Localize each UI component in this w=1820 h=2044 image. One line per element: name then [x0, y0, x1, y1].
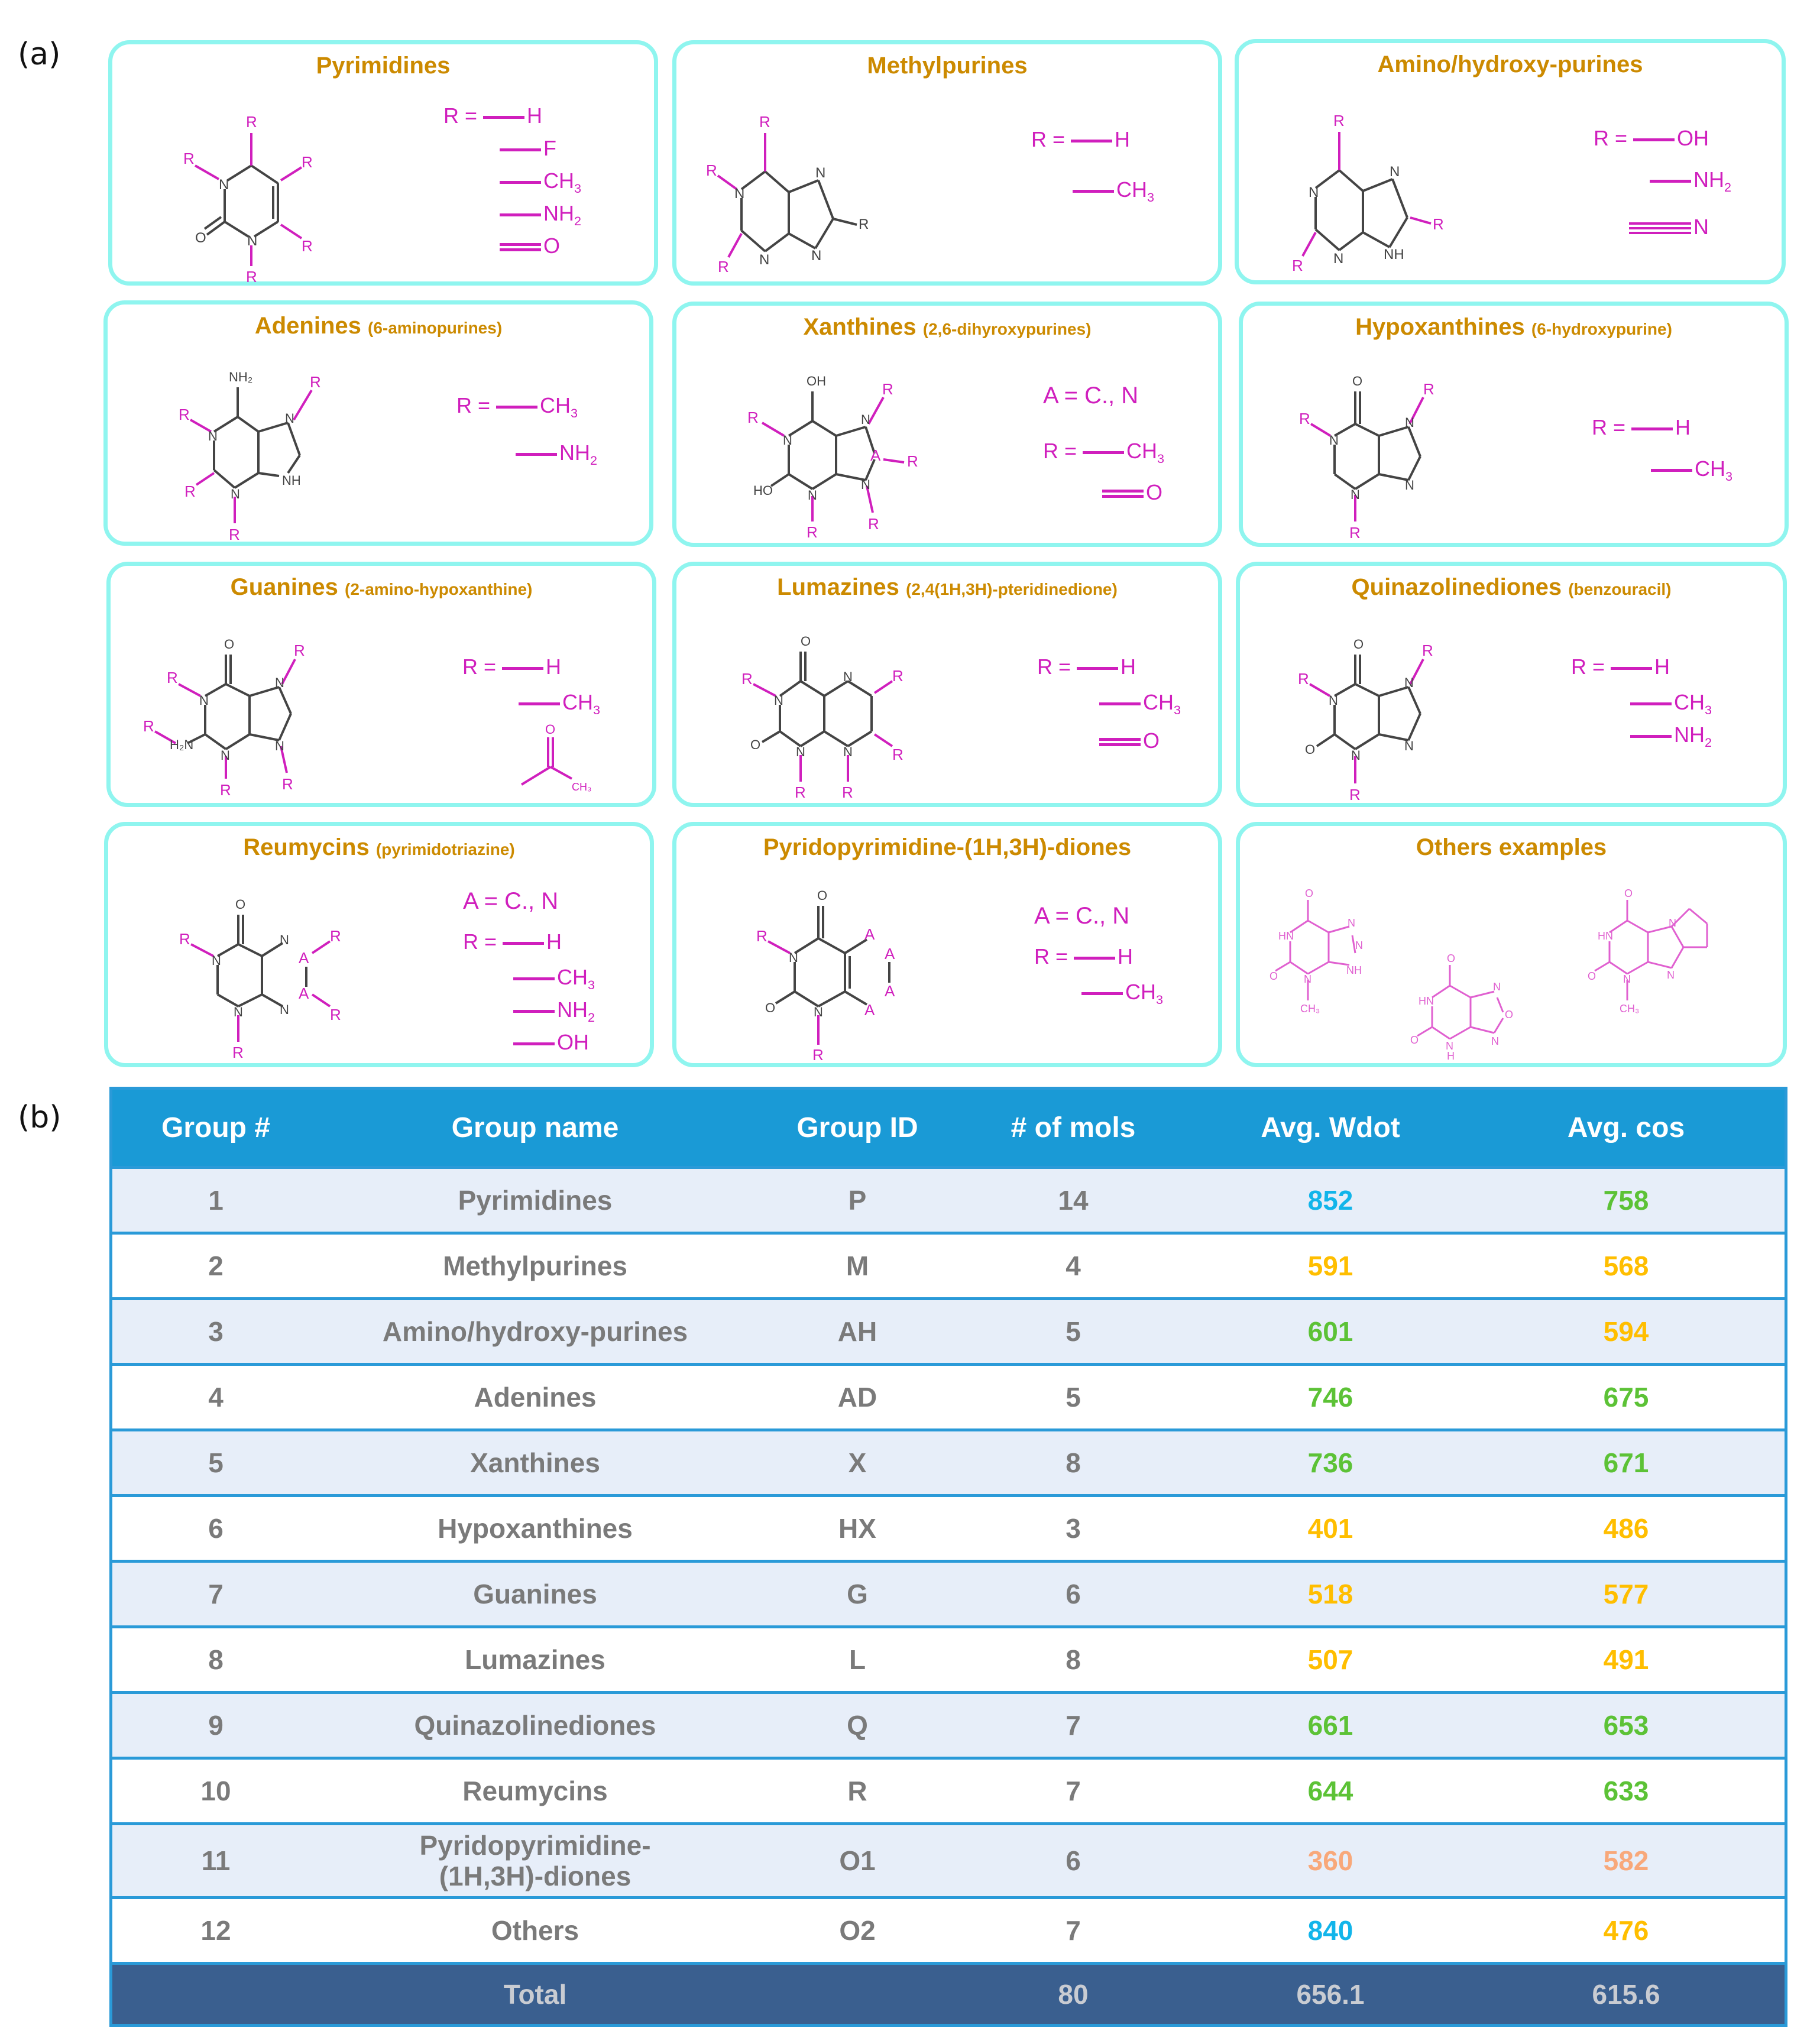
- svg-text:N: N: [219, 177, 229, 193]
- acetyl-group-icon: [498, 720, 604, 796]
- reumycin-structure-icon: [144, 885, 416, 1063]
- group-name-cell: Pyridopyrimidine-(1H,3H)-diones: [419, 1830, 651, 1891]
- svg-text:R: R: [179, 406, 190, 423]
- avg-wdot-cell: 644: [1307, 1776, 1353, 1806]
- svg-text:N: N: [1669, 917, 1676, 929]
- num-mols-cell: 7: [1066, 1710, 1081, 1741]
- svg-text:R: R: [868, 515, 879, 533]
- avg-cos-cell: 671: [1603, 1447, 1649, 1478]
- svg-text:O: O: [1270, 970, 1278, 982]
- total-mols: 80: [1058, 1979, 1089, 2010]
- panel-title: Methylpurines: [867, 53, 1028, 79]
- svg-text:R: R: [1333, 112, 1345, 129]
- group-name-cell: Pyrimidines: [458, 1185, 613, 1216]
- svg-text:R: R: [1422, 642, 1433, 659]
- num-mols-cell: 8: [1066, 1644, 1081, 1675]
- substituent-list: R = H $CH_3$ O: [1037, 655, 1181, 753]
- svg-text:N: N: [789, 950, 798, 965]
- svg-text:O: O: [1624, 887, 1633, 899]
- num-mols-cell: 6: [1066, 1579, 1081, 1609]
- table-row: [112, 1563, 1785, 1628]
- table-row: [112, 1366, 1785, 1431]
- svg-text:N: N: [221, 748, 230, 763]
- substituent-list: R = H $CH_3$ O CH₃: [462, 655, 652, 802]
- group-name-cell: Reumycins: [462, 1776, 608, 1806]
- svg-text:N: N: [1333, 251, 1344, 267]
- svg-text:O: O: [817, 888, 828, 903]
- group-number-cell: 9: [208, 1710, 224, 1741]
- svg-text:NH₂: NH₂: [229, 370, 253, 384]
- svg-text:N: N: [1351, 487, 1360, 502]
- num-mols-cell: 7: [1066, 1915, 1081, 1946]
- table-row: [112, 1235, 1785, 1300]
- svg-text:O: O: [1447, 953, 1456, 964]
- panel-hypoxanthines: [1239, 302, 1789, 547]
- svg-text:N: N: [285, 411, 294, 426]
- num-mols-cell: 5: [1066, 1316, 1081, 1347]
- panel-b-label: (b): [18, 1100, 61, 1135]
- svg-text:O: O: [1305, 887, 1314, 899]
- svg-text:H: H: [1447, 1050, 1455, 1062]
- svg-text:R: R: [229, 526, 240, 541]
- svg-text:R: R: [1349, 524, 1361, 539]
- svg-text:N: N: [234, 1005, 243, 1019]
- avg-cos-cell: 568: [1603, 1251, 1649, 1281]
- svg-text:R: R: [1299, 410, 1310, 427]
- avg-wdot-cell: 591: [1307, 1251, 1353, 1281]
- svg-text:R: R: [859, 216, 869, 232]
- group-name-cell: Hypoxanthines: [438, 1513, 633, 1544]
- svg-text:HN: HN: [1419, 995, 1434, 1007]
- panel-xanthines: [672, 302, 1222, 547]
- group-name-cell: Xanthines: [470, 1447, 600, 1478]
- group-id-cell: AD: [837, 1382, 877, 1413]
- group-number-cell: 5: [208, 1447, 224, 1478]
- svg-text:O: O: [235, 897, 246, 912]
- group-id-cell: P: [848, 1185, 867, 1216]
- group-id-cell: O1: [839, 1845, 876, 1876]
- svg-text:R: R: [330, 1006, 341, 1023]
- svg-text:R: R: [1292, 257, 1303, 274]
- svg-text:R: R: [892, 667, 903, 685]
- svg-text:O: O: [195, 230, 206, 246]
- svg-text:H₂N: H₂N: [170, 737, 194, 752]
- svg-text:O: O: [224, 637, 235, 652]
- hypoxanthine-structure-icon: [1278, 362, 1527, 539]
- avg-cos-cell: 577: [1603, 1579, 1649, 1609]
- svg-text:O: O: [750, 737, 761, 752]
- substituent-list: R = H $CH_3$: [1031, 127, 1155, 205]
- svg-text:N: N: [1491, 1035, 1499, 1047]
- panel-lumazines: [672, 562, 1222, 807]
- svg-text:R: R: [756, 927, 767, 945]
- svg-text:A: A: [885, 945, 895, 963]
- svg-text:CH₃: CH₃: [1620, 1003, 1640, 1015]
- group-number-cell: 1: [208, 1185, 224, 1216]
- svg-text:R: R: [718, 258, 729, 276]
- avg-cos-cell: 675: [1603, 1382, 1649, 1413]
- svg-text:R: R: [882, 380, 893, 398]
- adenine-structure-icon: [155, 364, 403, 541]
- group-number-cell: 10: [200, 1776, 231, 1806]
- avg-wdot-cell: 507: [1307, 1644, 1353, 1675]
- svg-text:N: N: [1404, 738, 1414, 753]
- num-mols-cell: 3: [1066, 1513, 1081, 1544]
- svg-text:R: R: [246, 268, 257, 286]
- svg-text:N: N: [1329, 693, 1338, 708]
- total-cos: 615.6: [1592, 1979, 1660, 2010]
- svg-text:R: R: [184, 482, 196, 500]
- table-row: [112, 1694, 1785, 1760]
- group-id-cell: M: [846, 1251, 869, 1281]
- svg-text:N: N: [1623, 973, 1631, 985]
- group-name-cell: Adenines: [474, 1382, 597, 1413]
- svg-text:N: N: [275, 675, 284, 690]
- group-id-cell: X: [848, 1447, 867, 1478]
- svg-text:O: O: [1353, 637, 1364, 652]
- avg-wdot-cell: 746: [1307, 1382, 1353, 1413]
- svg-text:N: N: [1390, 164, 1400, 180]
- svg-text:R: R: [907, 452, 918, 470]
- panel-pyrimidines: [108, 40, 658, 286]
- svg-text:R: R: [795, 783, 806, 801]
- pyridopyrimidinedione-structure-icon: [712, 873, 984, 1063]
- svg-text:R: R: [1298, 670, 1309, 688]
- xanthine-structure-icon: [712, 365, 996, 542]
- header-num-mols: # of mols: [1011, 1112, 1136, 1144]
- avg-wdot-cell: 736: [1307, 1447, 1353, 1478]
- group-number-cell: 4: [208, 1382, 224, 1413]
- group-id-cell: Q: [847, 1710, 868, 1741]
- svg-text:N: N: [280, 1002, 289, 1017]
- group-number-cell: 12: [200, 1915, 231, 1946]
- svg-text:R: R: [143, 717, 154, 735]
- svg-text:A: A: [864, 925, 875, 943]
- substituent-list: R = H $CH_3$ $NH_2$: [1571, 655, 1712, 750]
- svg-text:N: N: [1404, 675, 1414, 690]
- svg-text:N: N: [1348, 917, 1355, 929]
- svg-text:R: R: [807, 523, 818, 541]
- substituent-list: $R = CH_3$ $NH_2$: [456, 393, 598, 468]
- avg-cos-cell: 758: [1603, 1185, 1649, 1216]
- amino-hydroxy-purine-structure-icon: [1274, 108, 1546, 286]
- panel-title: Others examples: [1416, 834, 1607, 860]
- svg-text:R: R: [759, 113, 770, 131]
- pyrimidine-structure-icon: [160, 109, 384, 287]
- num-mols-cell: 4: [1066, 1251, 1081, 1281]
- svg-text:N: N: [199, 693, 209, 708]
- header-group-id: Group ID: [796, 1112, 918, 1144]
- svg-text:N: N: [843, 744, 853, 759]
- group-name-cell: Methylpurines: [443, 1251, 627, 1281]
- table-row: [112, 1760, 1785, 1825]
- svg-text:R: R: [842, 783, 853, 801]
- panel-quinazolinediones: [1236, 562, 1787, 807]
- panel-adenines: [103, 300, 653, 546]
- table-row: [112, 1431, 1785, 1497]
- group-number-cell: 8: [208, 1644, 224, 1675]
- panel-methylpurines: [672, 40, 1222, 286]
- other-examples-structures-icon: [1258, 867, 1772, 1063]
- svg-text:N: N: [231, 487, 240, 501]
- panel-pyridopyrimidinediones: [672, 822, 1222, 1067]
- svg-text:NH: NH: [282, 473, 301, 488]
- svg-text:NH: NH: [1384, 247, 1404, 263]
- substituent-list: R = H F $CH_3$ $NH_2$ O: [443, 103, 582, 258]
- svg-text:R: R: [179, 930, 190, 948]
- total-label: Total: [503, 1979, 567, 2010]
- table-row: [112, 1497, 1785, 1563]
- avg-wdot-cell: 840: [1307, 1915, 1353, 1946]
- group-number-cell: 11: [201, 1845, 231, 1876]
- svg-text:O: O: [765, 1000, 776, 1015]
- methylpurine-structure-icon: [700, 109, 1008, 287]
- svg-text:N: N: [1667, 969, 1675, 981]
- header-group-number: Group #: [161, 1112, 270, 1144]
- svg-text:O: O: [1410, 1034, 1419, 1046]
- avg-wdot-cell: 852: [1307, 1185, 1353, 1216]
- avg-wdot-cell: 601: [1307, 1316, 1353, 1347]
- svg-text:R: R: [302, 237, 313, 255]
- substituent-list: A = C., N R = H $CH_3$ $NH_2$ OH: [463, 888, 595, 1054]
- group-name-cell: Others: [491, 1915, 579, 1946]
- panel-title: Guanines (2-amino-hypoxanthine): [230, 574, 533, 600]
- panel-title: Amino/hydroxy-purines: [1377, 51, 1643, 77]
- panel-amino-hydroxy-purines: [1235, 39, 1786, 284]
- svg-text:R: R: [183, 150, 195, 167]
- substituent-list: A = C., N $R = CH_3$ O: [1043, 383, 1165, 504]
- group-number-cell: 6: [208, 1513, 224, 1544]
- group-number-cell: 3: [208, 1316, 224, 1347]
- svg-text:HN: HN: [1278, 930, 1294, 942]
- group-id-cell: R: [847, 1776, 867, 1806]
- svg-text:NH: NH: [1346, 964, 1362, 976]
- header-group-name: Group name: [451, 1112, 619, 1144]
- table-header-row: [112, 1090, 1785, 1169]
- group-name-cell: Amino/hydroxy-purines: [382, 1316, 688, 1347]
- num-mols-cell: 14: [1058, 1185, 1089, 1216]
- group-name-cell: Quinazolinediones: [414, 1710, 656, 1741]
- svg-text:R: R: [294, 642, 305, 659]
- table-row: [112, 1899, 1785, 1965]
- svg-text:HO: HO: [753, 483, 773, 498]
- avg-cos-cell: 476: [1603, 1915, 1649, 1946]
- panel-title: Pyridopyrimidine-(1H,3H)-diones: [763, 834, 1132, 860]
- avg-cos-cell: 582: [1603, 1845, 1649, 1876]
- svg-text:O: O: [545, 722, 556, 737]
- svg-text:N: N: [1446, 1040, 1453, 1052]
- avg-cos-cell: 491: [1603, 1644, 1649, 1675]
- svg-text:O: O: [1588, 970, 1596, 982]
- svg-text:A: A: [299, 949, 309, 967]
- panel-reumycins: [104, 822, 654, 1067]
- panel-title: Pyrimidines: [316, 53, 451, 79]
- group-number-cell: 2: [208, 1251, 224, 1281]
- group-id-cell: G: [847, 1579, 868, 1609]
- group-number-cell: 7: [208, 1579, 224, 1609]
- group-id-cell: AH: [837, 1316, 877, 1347]
- avg-cos-cell: 653: [1603, 1710, 1649, 1741]
- panel-guanines: [106, 562, 656, 807]
- panel-title: Lumazines (2,4(1H,3H)-pteridinedione): [777, 574, 1118, 600]
- num-mols-cell: 7: [1066, 1776, 1081, 1806]
- svg-text:N: N: [1493, 981, 1501, 993]
- table-total-row: [112, 1965, 1785, 2024]
- svg-text:R: R: [282, 775, 293, 793]
- num-mols-cell: 6: [1066, 1845, 1081, 1876]
- quinazolinedione-structure-icon: [1275, 625, 1524, 802]
- avg-wdot-cell: 401: [1307, 1513, 1353, 1544]
- avg-cos-cell: 486: [1603, 1513, 1649, 1544]
- group-name-cell: Guanines: [473, 1579, 597, 1609]
- header-avg-cos: Avg. cos: [1567, 1112, 1685, 1144]
- group-id-cell: O2: [839, 1915, 876, 1946]
- svg-text:N: N: [774, 693, 783, 708]
- svg-text:CH₃: CH₃: [572, 781, 592, 793]
- svg-text:N: N: [861, 412, 870, 427]
- group-id-cell: HX: [838, 1513, 876, 1544]
- svg-text:N: N: [212, 953, 221, 968]
- svg-text:CH₃: CH₃: [1300, 1003, 1320, 1015]
- num-mols-cell: 8: [1066, 1447, 1081, 1478]
- svg-text:R: R: [246, 113, 257, 131]
- svg-text:N: N: [247, 233, 258, 249]
- svg-text:N: N: [275, 738, 284, 753]
- panel-title: Quinazolinediones (benzouracil): [1351, 574, 1672, 600]
- svg-text:N: N: [759, 252, 770, 268]
- svg-text:O: O: [1352, 374, 1363, 388]
- substituent-list: R = OH $NH_2$ N: [1594, 126, 1732, 239]
- svg-text:N: N: [1329, 433, 1339, 448]
- svg-text:N: N: [208, 429, 218, 443]
- svg-text:R: R: [706, 161, 717, 179]
- svg-text:N: N: [814, 1005, 823, 1019]
- panel-others-examples: [1236, 822, 1787, 1067]
- total-wdot: 656.1: [1296, 1979, 1365, 2010]
- svg-text:N: N: [843, 669, 853, 684]
- lumazine-structure-icon: [712, 625, 996, 802]
- svg-text:R: R: [892, 746, 903, 763]
- svg-text:N: N: [815, 165, 826, 181]
- svg-text:N: N: [1405, 415, 1414, 430]
- svg-text:N: N: [808, 488, 817, 503]
- table-row: [112, 1300, 1785, 1366]
- avg-wdot-cell: 661: [1307, 1710, 1353, 1741]
- svg-text:N: N: [1351, 748, 1361, 763]
- panel-title: Reumycins (pyrimidotriazine): [243, 834, 515, 860]
- svg-text:N: N: [861, 477, 870, 492]
- panel-title: Xanthines (2,6-dihyroxypurines): [803, 314, 1092, 340]
- svg-text:R: R: [232, 1044, 244, 1061]
- svg-text:O: O: [1505, 1009, 1514, 1021]
- svg-text:O: O: [1305, 742, 1316, 757]
- svg-text:N: N: [811, 248, 822, 264]
- svg-text:N: N: [734, 186, 745, 202]
- svg-text:OH: OH: [807, 374, 826, 388]
- guanine-structure-icon: [122, 625, 406, 802]
- svg-text:R: R: [302, 153, 313, 171]
- svg-text:R: R: [741, 670, 753, 688]
- svg-text:R: R: [1433, 215, 1444, 233]
- svg-text:N: N: [1304, 973, 1311, 985]
- svg-text:R: R: [167, 669, 178, 686]
- header-avg-wdot: Avg. Wdot: [1261, 1112, 1400, 1144]
- svg-text:R: R: [310, 373, 321, 391]
- svg-text:N: N: [280, 932, 289, 947]
- avg-wdot-cell: 360: [1307, 1845, 1353, 1876]
- svg-text:R: R: [747, 409, 759, 426]
- svg-text:N: N: [783, 433, 792, 448]
- svg-text:A: A: [299, 984, 309, 1002]
- svg-text:HN: HN: [1598, 930, 1613, 942]
- table-row: [112, 1169, 1785, 1235]
- group-id-cell: L: [849, 1644, 866, 1675]
- substituent-list: R = H $CH_3$: [1592, 415, 1733, 484]
- svg-text:R: R: [1423, 380, 1434, 398]
- svg-text:R: R: [330, 927, 341, 945]
- substituent-list: A = C., N R = H $CH_3$: [1034, 903, 1164, 1008]
- svg-text:R: R: [220, 781, 231, 799]
- panel-title: Adenines (6-aminopurines): [254, 313, 503, 339]
- svg-text:N: N: [1355, 940, 1363, 951]
- avg-cos-cell: 594: [1603, 1316, 1649, 1347]
- svg-text:N: N: [796, 744, 805, 759]
- panel-title: Hypoxanthines (6-hydroxypurine): [1355, 314, 1672, 340]
- panel-a-label: (a): [18, 37, 61, 72]
- svg-text:R: R: [812, 1046, 824, 1063]
- avg-wdot-cell: 518: [1307, 1579, 1353, 1609]
- group-summary-table: [109, 1087, 1787, 2027]
- table-row: [112, 1825, 1785, 1899]
- num-mols-cell: 5: [1066, 1382, 1081, 1413]
- table-row: [112, 1628, 1785, 1694]
- svg-text:N: N: [1309, 184, 1319, 200]
- avg-cos-cell: 633: [1603, 1776, 1649, 1806]
- svg-text:A: A: [885, 982, 895, 1000]
- svg-text:O: O: [801, 634, 811, 649]
- group-name-cell: Lumazines: [465, 1644, 605, 1675]
- svg-text:R: R: [1349, 786, 1361, 802]
- svg-text:A: A: [864, 1001, 875, 1019]
- svg-text:A: A: [870, 446, 881, 464]
- svg-text:N: N: [1405, 478, 1414, 493]
